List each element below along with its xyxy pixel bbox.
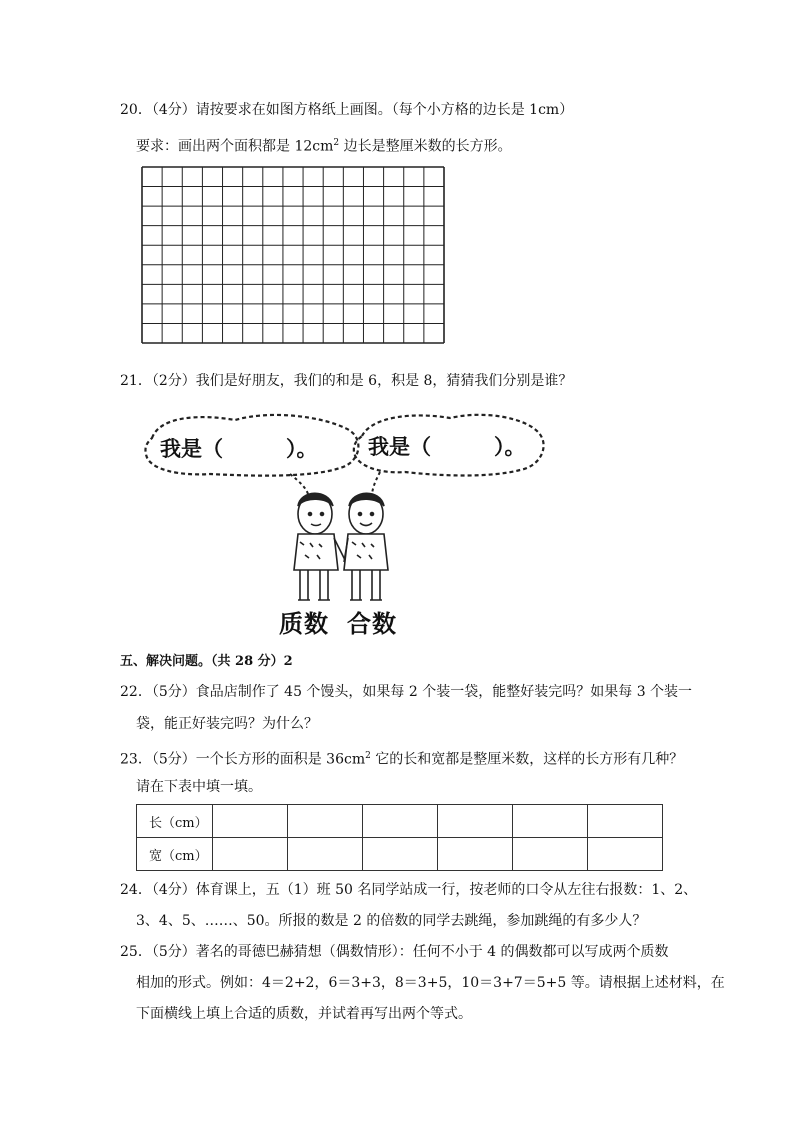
table-cell[interactable] [288, 805, 363, 838]
boy-right [344, 493, 388, 600]
table-cell[interactable] [513, 805, 588, 838]
q25-line2: 相加的形式。例如：4＝2+2，6＝3+3，8＝3+5，10＝3+7＝5+5 等。请根据上述材料，在 [136, 975, 725, 991]
table-row [137, 805, 663, 838]
row-label-width: 宽（cm） [137, 838, 213, 871]
q21-title: 21．（2分）我们是好朋友，我们的和是 6，积是 8，猜猜我们分别是谁？ [120, 373, 573, 389]
length-width-table [136, 804, 663, 871]
q22-line2: 袋，能正好装完吗？为什么？ [136, 716, 318, 732]
left-cloud-tail [290, 474, 308, 494]
table-row [137, 838, 663, 871]
q24-line1: 24．（4分）体育课上，五（1）班 50 名同学站成一行，按老师的口令从左往右报数：1、2、 [120, 882, 698, 898]
left-bubble-text: 我是（ ）。 [160, 437, 318, 461]
table-cell[interactable] [588, 838, 663, 871]
q23-sup: 2 [365, 751, 371, 761]
label-composite: 合数 [347, 610, 397, 638]
table-cell[interactable] [588, 805, 663, 838]
q23-line2: 请在下表中填一填。 [136, 779, 262, 795]
table-cell[interactable] [213, 805, 288, 838]
q22-line1: 22．（5分）食品店制作了 45 个馒头，如果每 2 个装一袋，能整好装完吗？如果每 3 个装一 [120, 684, 693, 700]
q23-line1 [120, 746, 683, 770]
q23-text-post: 它的长和宽都是整厘米数，这样的长方形有几种？ [370, 751, 684, 768]
section-5-heading: 五、解决问题。（共 28 分）2 [120, 654, 293, 669]
q20-req-text: 要求：画出两个面积都是 12cm [136, 138, 334, 155]
q20-title: 20．（4分）请按要求在如图方格纸上画图。（每个小方格的边长是 1cm） [120, 102, 574, 118]
q25-line1: 25．（5分）著名的哥德巴赫猜想（偶数情形）：任何不小于 4 的偶数都可以写成两个质数 [120, 944, 669, 960]
q20-req-sup: 2 [333, 138, 340, 148]
row-label-length: 长（cm） [137, 805, 213, 838]
label-prime: 质数 [279, 610, 329, 638]
q20-requirement [136, 133, 512, 157]
table-cell[interactable] [363, 838, 438, 871]
square-grid-paper[interactable] [141, 166, 447, 350]
q20-req-text-post: 边长是整厘米数的长方形。 [339, 138, 512, 155]
q25-line3: 下面横线上填上合适的质数，并试着再写出两个等式。 [136, 1006, 472, 1022]
table-cell[interactable] [288, 838, 363, 871]
q23-text: 23．（5分）一个长方形的面积是 36cm [120, 751, 366, 768]
q24-line2: 3、4、5、……、50。所报的数是 2 的倍数的同学去跳绳，参加跳绳的有多少人？ [136, 913, 647, 929]
table-cell[interactable] [438, 805, 513, 838]
boy-left [294, 493, 346, 600]
table-cell[interactable] [438, 838, 513, 871]
right-bubble-text: 我是（ ）。 [368, 435, 526, 459]
table-cell[interactable] [213, 838, 288, 871]
right-cloud-tail [372, 472, 380, 494]
table-cell[interactable] [363, 805, 438, 838]
table-cell[interactable] [513, 838, 588, 871]
grid-svg [141, 166, 447, 346]
